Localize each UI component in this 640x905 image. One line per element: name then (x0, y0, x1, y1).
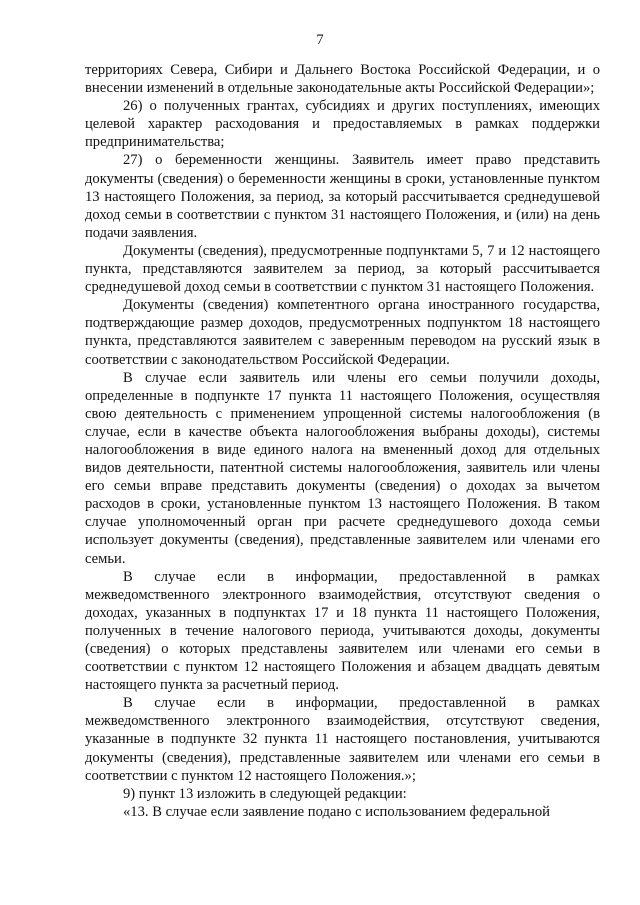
paragraph-item-27: 27) о беременности женщины. Заявитель имеет право представить документы (сведения) о беременности женщины в сроки, установленные пунктом 13 настоящего Положения, за период, за который рассчитывается среднедушевой доход семьи в соответствии с пунктом 31 настоящего Положения, и (или) на день подачи заявления. (85, 152, 600, 241)
paragraph-documents-subitems: Документы (сведения), предусмотренные подпунктами 5, 7 и 12 настоящего пункта, представляются заявителем за период, за который рассчитывается среднедушевой доход семьи в соответствии с пунктом 31 настоящего Положения. (85, 242, 600, 296)
paragraph-item-26: 26) о полученных грантах, субсидиях и других поступлениях, имеющих целевой характер расходования и предоставляемых в рамках поддержки предпринимательства; (85, 98, 600, 151)
paragraph-missing-income-info: В случае если в информации, предоставленной в рамках межведомственного электронного взаимодействия, отсутствуют сведения о доходах, указанных в подпунктах 17 и 18 пункта 11 настоящего Положения, полученных в течение налогового периода, учитываются доходы, документы (сведения) о которых представлены заявителем или членами его семьи в соответствии с пунктом 12 настоящего Положения и абзацем двадцать девятым настоящего пункта за расчетный период. (85, 568, 600, 694)
paragraph-item-9: 9) пункт 13 изложить в следующей редакции: (123, 785, 407, 802)
paragraph-foreign-documents: Документы (сведения) компетентного органа иностранного государства, подтверждающие размер доходов, предусмотренных подпунктом 18 настоящего пункта, представляются заявителем с заверенным переводом на русский язык в соответствии с законодательством Российской Федерации. (85, 297, 600, 368)
document-body (85, 61, 600, 821)
paragraph-missing-subitem-32: В случае если в информации, предоставленной в рамках межведомственного электронного взаимодействия, отсутствуют сведения, указанные в подпункте 32 пункта 11 настоящего постановления, учитываются документы (сведения), представленные заявителем или членами его семьи в соответствии с пунктом 12 настоящего Положения.»; (85, 695, 600, 784)
page-number: 7 (316, 32, 324, 48)
paragraph-continuation: территориях Севера, Сибири и Дальнего Востока Российской Федерации, и о внесении изменений в отдельные законодательные акты Российской Федерации»; (85, 62, 600, 97)
paragraph-point-13: «13. В случае если заявление подано с использованием федеральной (123, 803, 550, 820)
paragraph-simplified-tax: В случае если заявитель или члены его семьи получили доходы, определенные в подпункте 17 пункта 11 настоящего Положения, осуществляя свою деятельность с применением упрощенной системы налогообложения (в случае, если в качестве объекта налогообложения выбраны доходы), системы налогообложения в виде единого налога на вмененный доход для отдельных видов деятельности, патентной системы налогообложения, заявитель или члены его семьи вправе представить документы (сведения) о доходах за вычетом расходов в сроки, установленные пунктом 13 настоящего Положения. В таком случае уполномоченный орган при расчете среднедушевого дохода семьи использует документы (сведения), представленные заявителем или членами его семьи. (85, 369, 600, 567)
